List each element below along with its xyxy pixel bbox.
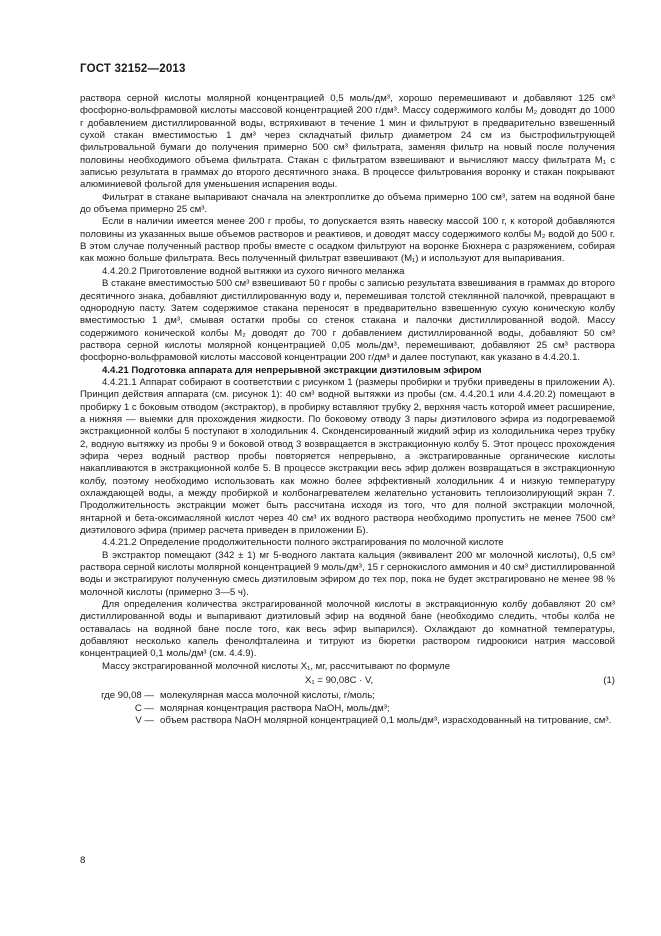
- definition-row: [80, 715, 615, 727]
- definition-term: где 90,08 —: [101, 690, 154, 702]
- definition-term: V —: [135, 714, 154, 726]
- paragraph: 4.4.21.1 Аппарат собирают в соответствии с рисунком 1 (размеры пробирки и трубки приведены в приложении А). Принцип действия аппарата (см. рисунок 1): 40 см³ водной вытяжки из пробы (см. 4.4.20.1 или 4.4.20.2) помещают в пробирку 1 с боковым отводом (экстрактор), в пробирку вставляют трубку 2, верхняя часть которой имеет расширение, а нижняя — выемки для прохождения жидкости. По боковому отводу 3 пары диэтилового эфира из подогреваемой экстракционной колбы 5 поступают в холодильник 4. Сконденсированный жидкий эфир из холодильника через трубку 2, водную вытяжку из пробы 9 и боковой отвод 3 возвращается в экстракционную колбу 5. Этот процесс прохождения эфира через водный раствор пробы повторяется непрерывно, а экстрагированные органические кислоты накапливаются в экстракционной колбе 5. В процессе экстракции весь эфир должен возвращаться в экстракционную колбу, поэтому необходимо использовать как можно более эффективный холодильник 4 и низкую температуру охлаждающей воды, а между пробиркой и колбонагревателем желательно установить теплоизолирующий экран 7. Продолжительность экстракции может быть рассчитана исходя из того, что для полной экстракции молочной, янтарной и бета-оксимасляной кислот через 40 см³ их водного раствора необходимо пропустить не менее 7500 см³ диэтилового эфира (пример расчета приведен в приложении Б).: [80, 376, 615, 537]
- section-heading: 4.4.21 Подготовка аппарата для непрерывной экстракции диэтиловым эфиром: [102, 364, 482, 376]
- definition-text: молекулярная масса молочной кислоты, г/моль;: [160, 690, 375, 702]
- formula: [80, 674, 615, 688]
- page-number: 8: [80, 855, 86, 866]
- formula-definitions: [80, 690, 615, 727]
- document-header: ГОСТ 32152—2013: [80, 63, 186, 75]
- formula-expression: X₁ = 90,08C · V,: [305, 675, 374, 687]
- document-body: [80, 93, 615, 727]
- paragraph: Для определения количества экстрагированной молочной кислоты в экстракционную колбу добавляют 20 см³ дистиллированной воды и выпаривают диэтиловый эфир на водяной бане (необходимо следить, чтобы колба не оставалась на водяной бане после того, как весь эфир выпарился). Охлаждают до комнатной температуры, добавляют несколько капель фенолфталеина и титруют из бюретки раствором гидроокиси натрия массовой концентрацией 0,1 моль/дм³ (см. 4.4.9).: [80, 599, 615, 660]
- definition-text: молярная концентрация раствора NaOH, моль/дм³;: [160, 702, 390, 714]
- paragraph: Массу экстрагированной молочной кислоты X₁, мг, рассчитывают по формуле: [102, 660, 451, 672]
- paragraph: раствора серной кислоты молярной концентрацией 0,5 моль/дм³, хорошо перемешивают и добавляют 125 см³ фосфорно-вольфрамовой кислоты массовой концентрацией 200 г/дм³. Массу содержимого колбы M₂ доводят до 1000 г добавлением дистиллированной воды, встряхивают в течение 1 мин и фильтруют в предварительно взвешенный сухой стакан вместимостью 1 дм³ через складчатый фильтр диаметром 24 см из быстрофильтрующей фильтровальной бумаги до получения примерно 500 см³ фильтрата, заменяя фильтр на новый после получения половины необходимого объема фильтрата. Стакан с фильтратом взвешивают и вычисляют массу фильтрата M₁ с записью результата в граммах до второго десятичного знака. В процессе фильтрования воронку и стакан покрывают алюминиевой фольгой для уменьшения испарения воды.: [80, 93, 615, 191]
- paragraph: В экстрактор помещают (342 ± 1) мг 5-водного лактата кальция (эквивалент 200 мг молочной кислоты), 0,5 см³ раствора серной кислоты молярной концентрацией 9 моль/дм³, 15 г сернокислого аммония и 40 см³ дистиллированной воды и экстрагируют полученную смесь диэтиловым эфиром до тех пор, пока не будет экстрагировано не менее 98 % молочной кислоты (примерно 3—5 ч).: [80, 549, 615, 598]
- paragraph: Фильтрат в стакане выпаривают сначала на электроплитке до объема примерно 100 см³, затем на водяной бане до объема примерно 25 см³.: [80, 191, 615, 216]
- section-heading: 4.4.21.2 Определение продолжительности полного экстрагирования по молочной кислоте: [102, 537, 504, 549]
- definition-row: [80, 703, 615, 715]
- formula-number: (1): [603, 675, 615, 687]
- paragraph: В стакане вместимостью 500 см³ взвешивают 50 г пробы с записью результата взвешивания в граммах до второго десятичного знака, добавляют дистиллированную воду и, перемешивая толстой стеклянной палочкой, превращают в однородную пасту. Затем содержимое стакана переносят в предварительно взвешенную сухую коническую колбу вместимостью 1 дм³, смывая остатки пробы со стенок стакана и палочки дистиллированной водой. Массу содержимого конической колбы M₂ доводят до 700 г добавлением дистиллированной воды, добавляют 50 см³ раствора серной кислоты молярной концентрацией 0,05 моль/дм³, перемешивают, добавляют 25 см³ раствора фосфорно-вольфрамовой кислоты массовой концентрации 200 г/дм³ и далее поступают, как указано в 4.4.20.1.: [80, 278, 615, 364]
- section-heading: 4.4.20.2 Приготовление водной вытяжки из сухого яичного меланжа: [102, 265, 405, 277]
- paragraph: Если в наличии имеется менее 200 г пробы, то допускается взять навеску массой 100 г, к которой добавляются половины из указанных выше объемов растворов и реактивов, и доводят массу содержимого колбы M₂ водой до 500 г. В этом случае полученный раствор пробы вместе с осадком фильтруют на воронке Бюхнера с разряжением, собирая как можно больше фильтрата. Весь полученный фильтрат взвешивают (M₁) и используют для выпаривания.: [80, 216, 615, 265]
- definition-row: [80, 690, 615, 702]
- definition-term: C —: [134, 702, 154, 714]
- definition-text: объем раствора NaOH молярной концентрацией 0,1 моль/дм³, израсходованный на титрование, см³.: [160, 714, 612, 726]
